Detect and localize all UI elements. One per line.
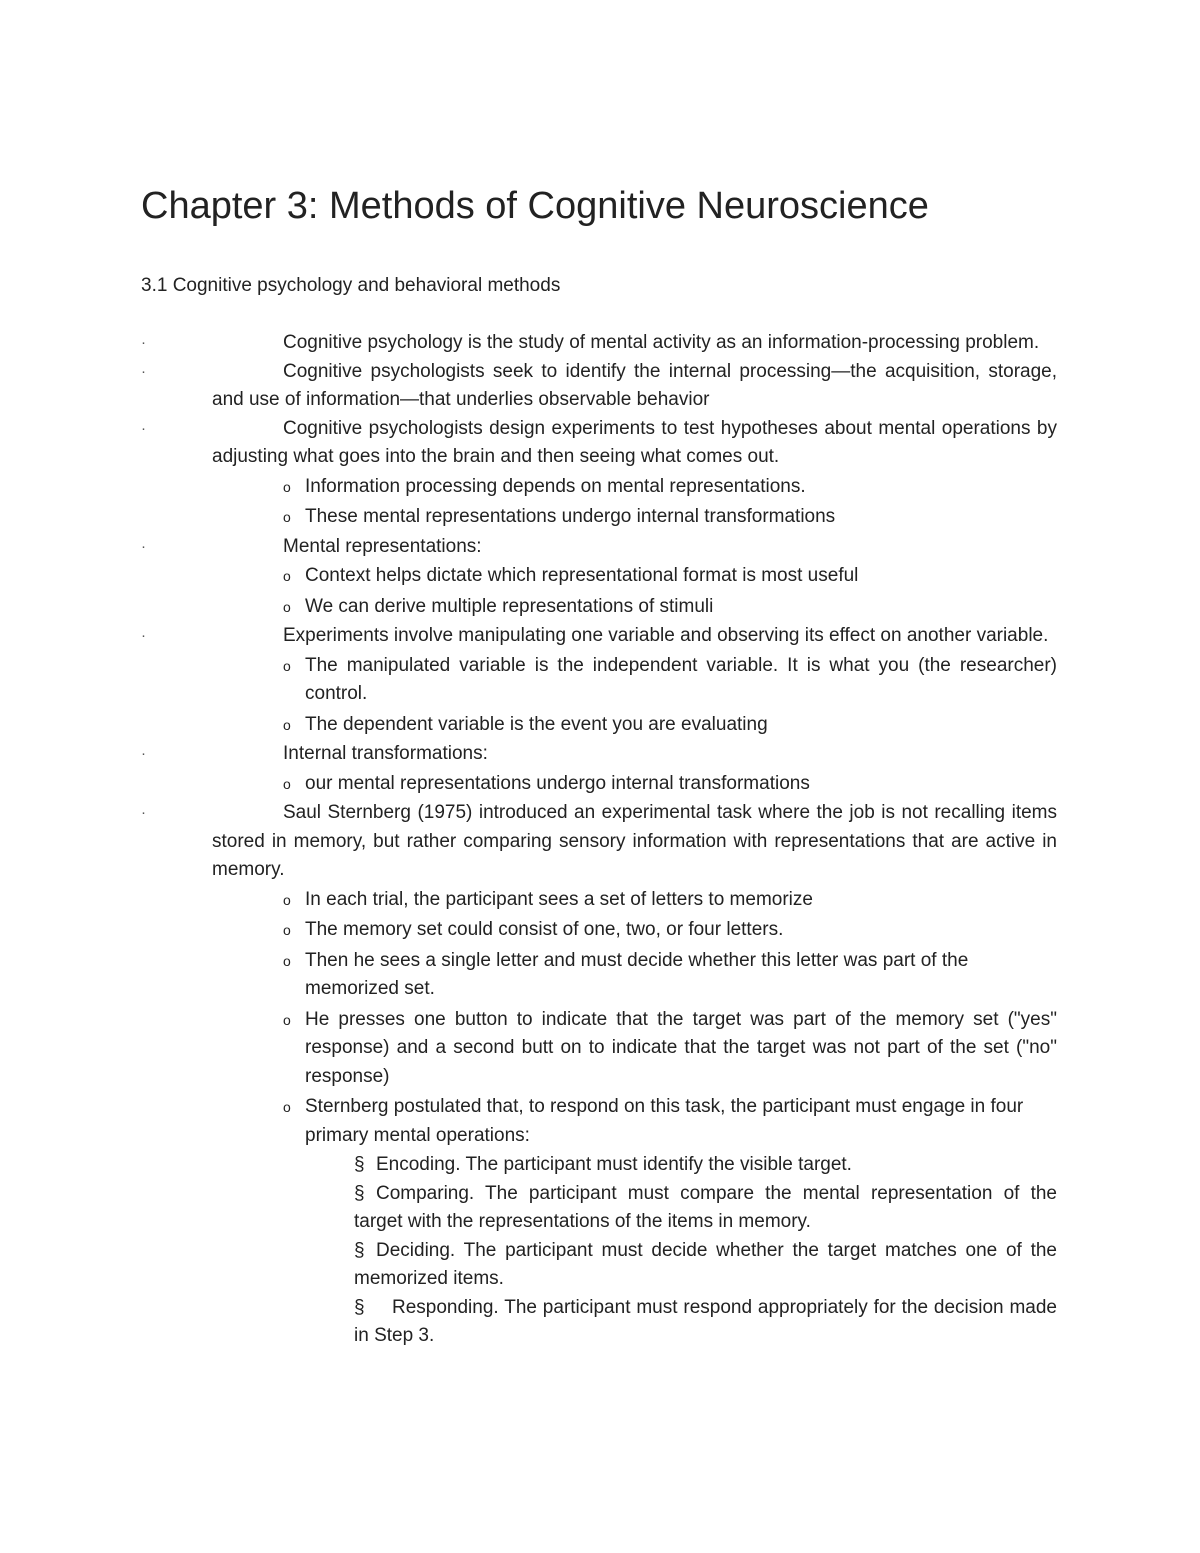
section-list-item bbox=[354, 1237, 1057, 1294]
list-item bbox=[141, 533, 1057, 562]
sub-list-item bbox=[283, 1005, 1057, 1093]
sub-list-item-text: our mental representations undergo internal transformations bbox=[305, 772, 810, 794]
sub-bullet-marker: o bbox=[283, 1011, 291, 1028]
list-item-text: Mental representations: bbox=[283, 535, 482, 557]
section-list-item-text: Comparing. The participant must compare the mental representation of the target with the representations of the items in memory. bbox=[354, 1182, 1057, 1232]
section-list-item-text: Encoding. The participant must identify the visible target. bbox=[376, 1154, 852, 1175]
section-marker: § bbox=[354, 1296, 365, 1318]
sub-list-item-text: The manipulated variable is the independent variable. It is what you (the researcher) control. bbox=[305, 654, 1057, 704]
list-item-text: Cognitive psychologists seek to identify the internal processing—the acquisition, storage, and use of information—that underlies observable behavior bbox=[212, 360, 1057, 410]
bullet-marker: · bbox=[141, 537, 146, 555]
sub-list-item-text: Context helps dictate which representational format is most useful bbox=[305, 565, 859, 586]
sub-list-item-text: Then he sees a single letter and must decide whether this letter was part of the memorized set. bbox=[305, 949, 969, 999]
sub-list-item bbox=[283, 769, 1057, 800]
sub-list-item-text: The dependent variable is the event you are evaluating bbox=[305, 713, 768, 735]
sub-list-item-text: The memory set could consist of one, two, or four letters. bbox=[305, 919, 784, 940]
sub-bullet-marker: o bbox=[283, 891, 291, 908]
sub-list-item-text: We can derive multiple representations of stimuli bbox=[305, 595, 714, 617]
list-item bbox=[141, 358, 1057, 415]
sub-bullet-marker: o bbox=[283, 568, 291, 584]
list-item-text: Saul Sternberg (1975) introduced an experimental task where the job is not recalling items stored in memory, but rather comparing sensory information with representations that are active in memory. bbox=[212, 802, 1057, 880]
sub-list-item bbox=[283, 561, 1057, 592]
sub-bullet-marker: o bbox=[283, 509, 291, 525]
bullet-marker: · bbox=[141, 419, 146, 437]
sub-list-item bbox=[283, 651, 1057, 710]
section-list-item bbox=[354, 1151, 1057, 1180]
sub-bullet-marker: o bbox=[283, 657, 291, 674]
list-item bbox=[141, 329, 1057, 358]
list-item bbox=[141, 799, 1057, 885]
bullet-marker: · bbox=[141, 334, 146, 351]
section-list-item-text: Responding. The participant must respond appropriately for the decision made in Step 3. bbox=[354, 1296, 1057, 1346]
sub-list-item bbox=[283, 946, 1057, 1005]
section-marker: § bbox=[354, 1239, 365, 1261]
sub-list-item bbox=[283, 502, 1057, 533]
document-body bbox=[141, 329, 1057, 1351]
section-marker: § bbox=[354, 1182, 365, 1204]
sub-list-item bbox=[283, 472, 1057, 503]
section-heading: 3.1 Cognitive psychology and behavioral methods bbox=[141, 275, 561, 296]
sub-list-item bbox=[283, 915, 1057, 946]
sub-list-item-text: Information processing depends on mental representations. bbox=[305, 475, 806, 497]
sub-bullet-marker: o bbox=[283, 775, 291, 792]
section-list-item-text: Deciding. The participant must decide whether the target matches one of the memorized items. bbox=[354, 1239, 1057, 1289]
sub-list-item bbox=[283, 592, 1057, 623]
sub-list-item-text: Sternberg postulated that, to respond on this task, the participant must engage in four primary mental operations: bbox=[305, 1096, 1024, 1146]
list-item-text: Internal transformations: bbox=[283, 743, 488, 764]
bullet-marker: · bbox=[141, 627, 146, 644]
list-item bbox=[141, 415, 1057, 472]
list-item-text: Cognitive psychology is the study of mental activity as an information-processing problem. bbox=[283, 332, 1040, 353]
sub-list-item-text: He presses one button to indicate that the target was part of the memory set ("yes" response) and a second butt on to indicate that the target was not part of the set ("no" response) bbox=[305, 1008, 1057, 1087]
sub-bullet-marker: o bbox=[283, 478, 291, 495]
sub-list-item bbox=[283, 885, 1057, 916]
sub-bullet-marker: o bbox=[283, 922, 291, 938]
sub-bullet-marker: o bbox=[283, 1099, 291, 1115]
list-item bbox=[141, 622, 1057, 651]
bullet-marker: · bbox=[141, 362, 146, 380]
sub-list-item bbox=[283, 1092, 1057, 1151]
sub-list-item-text: These mental representations undergo internal transformations bbox=[305, 506, 836, 527]
sub-bullet-marker: o bbox=[283, 716, 291, 733]
sub-bullet-marker: o bbox=[283, 598, 291, 615]
list-item bbox=[141, 740, 1057, 769]
bullet-marker: · bbox=[141, 804, 146, 821]
page-title: Chapter 3: Methods of Cognitive Neuroscience bbox=[141, 185, 929, 227]
list-item-text: Experiments involve manipulating one variable and observing its effect on another variable. bbox=[283, 625, 1049, 646]
bullet-marker: · bbox=[141, 745, 146, 762]
section-list-item bbox=[354, 1180, 1057, 1237]
sub-bullet-marker: o bbox=[283, 952, 291, 969]
sub-list-item-text: In each trial, the participant sees a set of letters to memorize bbox=[305, 888, 813, 910]
section-list-item bbox=[354, 1294, 1057, 1351]
list-item-text: Cognitive psychologists design experiments to test hypotheses about mental operations by adjusting what goes into the brain and then seeing what comes out. bbox=[212, 417, 1057, 467]
sub-list-item bbox=[283, 710, 1057, 741]
section-marker: § bbox=[354, 1154, 365, 1175]
